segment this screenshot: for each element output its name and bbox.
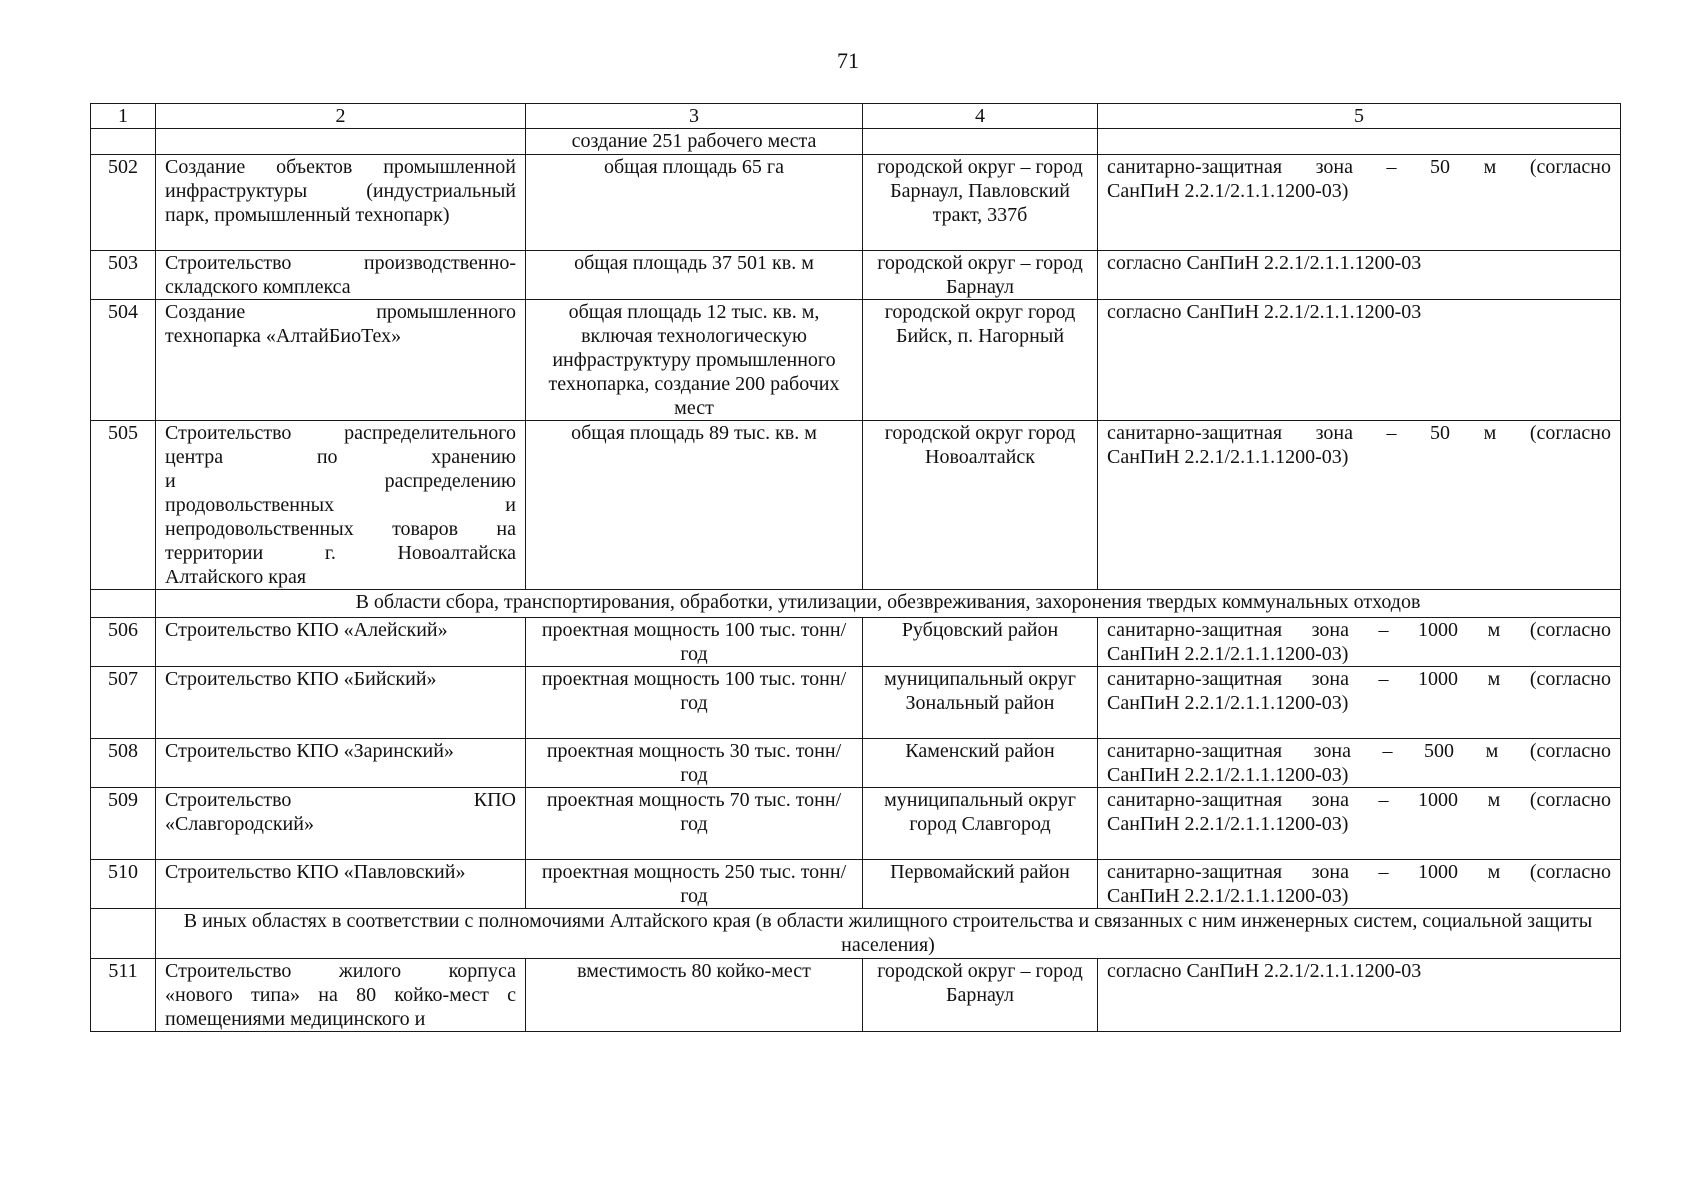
object-location: Первомайский район (863, 860, 1098, 909)
row-number: 502 (91, 155, 156, 251)
zone-restrictions: санитарно-защитная зона – 50 м (согласно СанПиН 2.2.1/2.1.1.1200-03) (1098, 155, 1621, 251)
object-location: городской округ – город Барнаул, Павловский тракт, 337б (863, 155, 1098, 251)
row-number: 504 (91, 300, 156, 421)
object-name: Строительство КПО «Бийский» (156, 667, 526, 739)
row-number: 509 (91, 788, 156, 860)
object-location: городской округ – город Барнаул (863, 959, 1098, 1032)
row-number: 507 (91, 667, 156, 739)
page-number: 71 (837, 48, 859, 73)
zone-restrictions: санитарно-защитная зона – 1000 м (согласно СанПиН 2.2.1/2.1.1.1200-03) (1098, 788, 1621, 860)
zone-restrictions: санитарно-защитная зона – 1000 м (согласно СанПиН 2.2.1/2.1.1.1200-03) (1098, 618, 1621, 667)
row-number: 508 (91, 739, 156, 788)
table-row (91, 300, 1621, 421)
object-characteristics: вместимость 80 койко-мест (526, 959, 863, 1032)
object-name: Строительство КПО «Алейский» (156, 618, 526, 667)
zone-restrictions: согласно СанПиН 2.2.1/2.1.1.1200-03 (1098, 300, 1621, 421)
object-characteristics: проектная мощность 100 тыс. тонн/год (526, 618, 863, 667)
table-row (91, 860, 1621, 909)
object-location: городской округ город Бийск, п. Нагорный (863, 300, 1098, 421)
object-name: Строительство КПО «Славгородский» (156, 788, 526, 860)
zone-restrictions: согласно СанПиН 2.2.1/2.1.1.1200-03 (1098, 959, 1621, 1032)
object-characteristics: общая площадь 65 га (526, 155, 863, 251)
object-name: Строительство КПО «Павловский» (156, 860, 526, 909)
object-name: Строительство производственно- складского комплекса (156, 251, 526, 300)
table-row (91, 251, 1621, 300)
object-characteristics: проектная мощность 70 тыс. тонн/год (526, 788, 863, 860)
object-characteristics: общая площадь 12 тыс. кв. м, включая технологическую инфраструктуру промышленного технопарка, создание 200 рабочих мест (526, 300, 863, 421)
zone-restrictions: согласно СанПиН 2.2.1/2.1.1.1200-03 (1098, 251, 1621, 300)
table-row (91, 959, 1621, 1032)
object-characteristics: общая площадь 89 тыс. кв. м (526, 421, 863, 590)
object-characteristics: проектная мощность 250 тыс. тонн/год (526, 860, 863, 909)
section-heading: В иных областях в соответствии с полномочиями Алтайского края (в области жилищного строительства и связанных с ним инженерных систем, социальной защиты населения) (156, 909, 1621, 959)
object-name: Строительство КПО «Заринский» (156, 739, 526, 788)
object-name: Строительство распределительного центра по хранению и распределению продовольственных и непродовольственных товаров на территории г. Новоалтайска Алтайского края (156, 421, 526, 590)
column-header: 1 (91, 104, 156, 129)
zone-restrictions: санитарно-защитная зона – 1000 м (согласно СанПиН 2.2.1/2.1.1.1200-03) (1098, 667, 1621, 739)
row-number: 505 (91, 421, 156, 590)
object-characteristics: общая площадь 37 501 кв. м (526, 251, 863, 300)
row-number: 503 (91, 251, 156, 300)
row-number: 511 (91, 959, 156, 1032)
object-characteristics: проектная мощность 30 тыс. тонн/год (526, 739, 863, 788)
object-name: Создание объектов промышленной инфраструктуры (индустриальный парк, промышленный технопарк) (156, 155, 526, 251)
table-row (91, 618, 1621, 667)
column-header: 2 (156, 104, 526, 129)
object-location: Каменский район (863, 739, 1098, 788)
section-heading: В области сбора, транспортирования, обработки, утилизации, обезвреживания, захоронения твердых коммунальных отходов (156, 590, 1621, 618)
object-location: муниципальный округ город Славгород (863, 788, 1098, 860)
objects-table (90, 103, 1621, 1032)
object-characteristics: проектная мощность 100 тыс. тонн/год (526, 667, 863, 739)
zone-restrictions: санитарно-защитная зона – 500 м (согласно СанПиН 2.2.1/2.1.1.1200-03) (1098, 739, 1621, 788)
object-location: городской округ город Новоалтайск (863, 421, 1098, 590)
row-number: 506 (91, 618, 156, 667)
object-name: Строительство жилого корпуса «нового типа» на 80 койко-мест с помещениями медицинского и (156, 959, 526, 1032)
object-location: муниципальный округ Зональный район (863, 667, 1098, 739)
object-name: Создание промышленного технопарка «АлтайБиоТех» (156, 300, 526, 421)
column-header: 3 (526, 104, 863, 129)
continuation-row (91, 129, 1621, 155)
table-row (91, 739, 1621, 788)
object-location: городской округ – город Барнаул (863, 251, 1098, 300)
table-row (91, 155, 1621, 251)
zone-restrictions: санитарно-защитная зона – 50 м (согласно СанПиН 2.2.1/2.1.1.1200-03) (1098, 421, 1621, 590)
column-header: 5 (1098, 104, 1621, 129)
column-header: 4 (863, 104, 1098, 129)
table-row (91, 421, 1621, 590)
continuation-text: создание 251 рабочего места (526, 129, 863, 155)
row-number: 510 (91, 860, 156, 909)
object-location: Рубцовский район (863, 618, 1098, 667)
table-row (91, 667, 1621, 739)
table-row (91, 788, 1621, 860)
zone-restrictions: санитарно-защитная зона – 1000 м (согласно СанПиН 2.2.1/2.1.1.1200-03) (1098, 860, 1621, 909)
section-row (91, 909, 1621, 959)
column-header-row (91, 104, 1621, 129)
section-row (91, 590, 1621, 618)
